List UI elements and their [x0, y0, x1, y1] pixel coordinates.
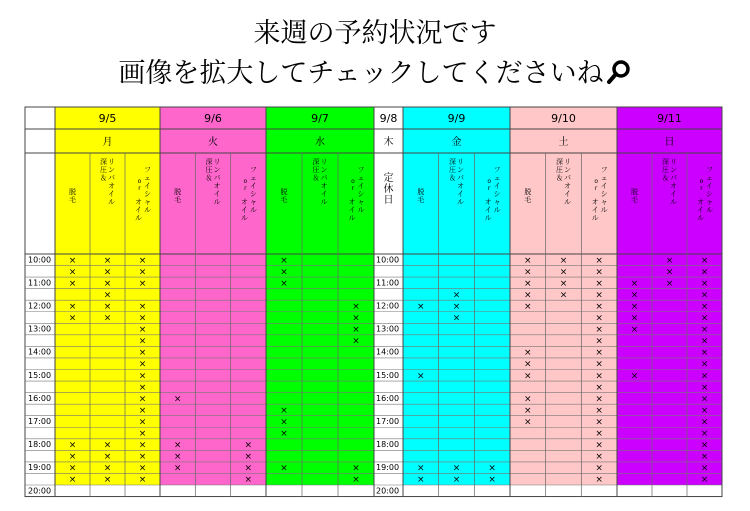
booked-mark: ×	[595, 267, 603, 278]
booked-mark: ×	[595, 463, 603, 474]
booked-mark: ×	[417, 371, 425, 382]
booked-mark: ×	[700, 359, 709, 370]
booked-mark: ×	[524, 255, 532, 266]
booked-mark: ×	[700, 348, 709, 359]
time-label: 11:00	[376, 278, 400, 288]
time-label: 16:00	[376, 393, 400, 403]
booked-mark: ×	[352, 463, 360, 474]
booked-mark: ×	[417, 475, 425, 486]
booked-mark: ×	[244, 440, 253, 451]
time-label: 14:00	[28, 347, 52, 357]
booked-mark: ×	[173, 440, 182, 451]
menu-label-or: o r	[699, 178, 704, 192]
booked-mark: ×	[524, 371, 532, 382]
booked-mark: ×	[559, 255, 568, 266]
booked-mark: ×	[103, 290, 112, 301]
booked-mark: ×	[173, 394, 182, 405]
menu-label-lymph-oil: リンパオイル	[213, 158, 221, 206]
booked-mark: ×	[595, 255, 603, 266]
booked-mark: ×	[103, 440, 112, 451]
booked-mark: ×	[244, 452, 253, 463]
booked-mark: ×	[595, 359, 603, 370]
booked-mark: ×	[138, 463, 147, 474]
booked-mark: ×	[68, 267, 77, 278]
weekday-label: 日	[664, 137, 675, 148]
page-title-line1: 来週の予約状況です	[253, 18, 497, 49]
booked-mark: ×	[700, 452, 709, 463]
date-label: 9/7	[311, 112, 329, 125]
page-title-line2-text: 画像を拡大してチェックしてくださいね	[118, 58, 604, 89]
booked-mark: ×	[488, 463, 496, 474]
booked-mark: ×	[595, 313, 603, 324]
booked-mark: ×	[352, 301, 360, 312]
booked-mark: ×	[595, 371, 603, 382]
time-label: 18:00	[28, 440, 52, 450]
menu-label-lymph-oil: リンパオイル	[320, 158, 328, 206]
booked-mark: ×	[488, 475, 496, 486]
date-label: 9/9	[447, 112, 466, 125]
menu-label-deep-pressure: 深圧＆	[662, 158, 669, 182]
booked-mark: ×	[700, 336, 709, 347]
menu-label-facial: フェイシャル	[493, 166, 501, 214]
menu-label-hair-removal: 脱毛	[174, 188, 182, 204]
booked-mark: ×	[138, 405, 147, 416]
menu-label-hair-removal: 脱毛	[631, 188, 638, 204]
weekday-label: 水	[315, 137, 325, 148]
time-label: 13:00	[28, 324, 52, 334]
booked-mark: ×	[700, 405, 709, 416]
menu-label-lymph-oil: リンパオイル	[670, 158, 677, 206]
booked-mark: ×	[630, 325, 639, 336]
time-label: 15:00	[376, 370, 400, 380]
booked-mark: ×	[595, 394, 603, 405]
booked-mark: ×	[700, 371, 709, 382]
booked-mark: ×	[138, 313, 147, 324]
booked-mark: ×	[700, 278, 709, 289]
time-label: 16:00	[28, 393, 52, 403]
booked-mark: ×	[665, 278, 674, 289]
time-label: 13:00	[376, 324, 400, 334]
booked-mark: ×	[595, 440, 603, 451]
booked-mark: ×	[280, 417, 288, 428]
time-label: 12:00	[376, 301, 400, 311]
time-label: 12:00	[28, 301, 52, 311]
booked-mark: ×	[103, 278, 112, 289]
booked-mark: ×	[103, 313, 112, 324]
time-label: 18:00	[376, 440, 400, 450]
booked-mark: ×	[595, 301, 603, 312]
booked-mark: ×	[630, 290, 639, 301]
time-label: 10:00	[28, 255, 52, 265]
weekday-label: 土	[558, 137, 569, 148]
menu-label-oil: オイル	[697, 198, 704, 222]
menu-label-deep-pressure: 深圧＆	[449, 158, 456, 182]
menu-label-deep-pressure: 深圧＆	[100, 158, 107, 182]
booked-mark: ×	[559, 290, 568, 301]
booked-mark: ×	[138, 325, 147, 336]
menu-label-lymph-oil: リンパオイル	[564, 158, 571, 206]
booked-mark: ×	[417, 463, 425, 474]
booked-mark: ×	[138, 301, 147, 312]
booked-mark: ×	[352, 336, 360, 347]
booked-mark: ×	[138, 440, 147, 451]
menu-label-hair-removal: 脱毛	[280, 188, 288, 204]
booked-mark: ×	[280, 463, 288, 474]
booked-mark: ×	[700, 313, 709, 324]
menu-label-facial: フェイシャル	[706, 166, 713, 214]
booked-mark: ×	[68, 255, 77, 266]
menu-label-or: o r	[487, 178, 492, 192]
booked-mark: ×	[138, 336, 147, 347]
booked-mark: ×	[559, 267, 568, 278]
booked-mark: ×	[700, 267, 709, 278]
booked-mark: ×	[559, 278, 568, 289]
booked-mark: ×	[595, 417, 603, 428]
booked-mark: ×	[103, 452, 112, 463]
booked-mark: ×	[595, 429, 603, 440]
time-label: 15:00	[28, 370, 52, 380]
weekday-label: 火	[208, 137, 218, 148]
booked-mark: ×	[138, 267, 147, 278]
booked-mark: ×	[103, 475, 112, 486]
booked-mark: ×	[595, 382, 603, 393]
booked-mark: ×	[173, 452, 182, 463]
booked-mark: ×	[700, 255, 709, 266]
booked-mark: ×	[700, 475, 709, 486]
booked-mark: ×	[138, 371, 147, 382]
booked-mark: ×	[630, 371, 639, 382]
booked-mark: ×	[700, 394, 709, 405]
booked-mark: ×	[280, 255, 288, 266]
weekday-label: 月	[102, 137, 113, 148]
booked-mark: ×	[352, 313, 360, 324]
booked-mark: ×	[630, 278, 639, 289]
booked-mark: ×	[524, 278, 532, 289]
booked-mark: ×	[138, 452, 147, 463]
booked-mark: ×	[138, 348, 147, 359]
weekday-label: 金	[451, 137, 462, 148]
booked-mark: ×	[665, 267, 674, 278]
booked-mark: ×	[524, 267, 532, 278]
booked-mark: ×	[68, 313, 77, 324]
booked-mark: ×	[280, 267, 288, 278]
booked-mark: ×	[595, 290, 603, 301]
booked-mark: ×	[138, 278, 147, 289]
booked-mark: ×	[452, 463, 461, 474]
booked-mark: ×	[103, 267, 112, 278]
menu-label-facial: フェイシャル	[600, 166, 608, 214]
menu-label-oil: オイル	[484, 198, 492, 222]
booked-mark: ×	[700, 301, 709, 312]
booked-mark: ×	[280, 429, 288, 440]
menu-label-hair-removal: 脱毛	[524, 188, 532, 204]
booked-mark: ×	[138, 429, 147, 440]
booked-mark: ×	[630, 301, 639, 312]
date-label: 9/8	[379, 112, 398, 125]
booked-mark: ×	[352, 475, 360, 486]
booked-mark: ×	[68, 475, 77, 486]
booked-mark: ×	[138, 359, 147, 370]
booked-mark: ×	[138, 475, 147, 486]
booked-mark: ×	[595, 325, 603, 336]
booked-mark: ×	[665, 255, 674, 266]
menu-label-oil: オイル	[591, 198, 599, 222]
booked-mark: ×	[103, 301, 112, 312]
booked-mark: ×	[138, 417, 147, 428]
menu-label-lymph-oil: リンパオイル	[108, 158, 115, 206]
booked-mark: ×	[630, 313, 639, 324]
menu-label-or: o r	[594, 178, 599, 192]
booked-mark: ×	[417, 301, 425, 312]
weekday-label: 木	[383, 137, 394, 148]
booked-mark: ×	[280, 405, 288, 416]
booked-mark: ×	[452, 301, 461, 312]
menu-label-facial: フェイシャル	[357, 166, 365, 214]
menu-label-oil: オイル	[240, 198, 248, 222]
booked-mark: ×	[524, 348, 532, 359]
booked-mark: ×	[524, 394, 532, 405]
menu-label-or: o r	[243, 178, 248, 192]
time-label: 20:00	[376, 486, 400, 496]
booked-mark: ×	[700, 382, 709, 393]
booked-mark: ×	[700, 290, 709, 301]
booked-mark: ×	[524, 359, 532, 370]
booked-mark: ×	[595, 278, 603, 289]
time-label: 10:00	[376, 255, 400, 265]
menu-label-hair-removal: 脱毛	[69, 188, 76, 204]
time-label: 11:00	[28, 278, 52, 288]
booked-mark: ×	[595, 452, 603, 463]
booked-mark: ×	[352, 325, 360, 336]
booked-mark: ×	[700, 429, 709, 440]
booked-mark: ×	[68, 452, 77, 463]
time-label: 20:00	[28, 486, 52, 496]
booked-mark: ×	[595, 348, 603, 359]
menu-label-or: o r	[351, 178, 355, 192]
menu-label-deep-pressure: 深圧＆	[556, 158, 563, 182]
date-label: 9/10	[551, 112, 576, 125]
time-label: 14:00	[376, 347, 400, 357]
booked-mark: ×	[103, 255, 112, 266]
booked-mark: ×	[700, 417, 709, 428]
booked-mark: ×	[524, 405, 532, 416]
time-label: 17:00	[28, 416, 52, 426]
booked-mark: ×	[68, 301, 77, 312]
menu-label-oil: オイル	[348, 198, 356, 222]
booked-mark: ×	[700, 463, 709, 474]
booked-mark: ×	[138, 255, 147, 266]
time-label: 19:00	[28, 463, 52, 473]
menu-label-deep-pressure: 深圧＆	[312, 158, 320, 182]
booked-mark: ×	[68, 278, 77, 289]
booked-mark: ×	[524, 417, 532, 428]
booked-mark: ×	[524, 301, 532, 312]
menu-label-oil: オイル	[135, 198, 142, 222]
booked-mark: ×	[524, 290, 532, 301]
booked-mark: ×	[244, 463, 253, 474]
menu-label-lymph-oil: リンパオイル	[457, 158, 464, 206]
booked-mark: ×	[138, 382, 147, 393]
booked-mark: ×	[138, 394, 147, 405]
booked-mark: ×	[452, 313, 461, 324]
date-label: 9/5	[98, 112, 117, 125]
booked-mark: ×	[595, 336, 603, 347]
booked-mark: ×	[280, 278, 288, 289]
booked-mark: ×	[244, 475, 253, 486]
menu-label-facial: フェイシャル	[144, 166, 151, 214]
menu-label-or: o r	[137, 178, 142, 192]
booked-mark: ×	[68, 440, 77, 451]
booked-mark: ×	[103, 463, 112, 474]
closed-label: 定休日	[383, 173, 394, 206]
booked-mark: ×	[700, 325, 709, 336]
booked-mark: ×	[452, 290, 461, 301]
time-label: 19:00	[376, 463, 400, 473]
booked-mark: ×	[595, 475, 603, 486]
date-label: 9/6	[204, 112, 222, 125]
menu-label-hair-removal: 脱毛	[417, 188, 425, 204]
booked-mark: ×	[68, 463, 77, 474]
menu-label-deep-pressure: 深圧＆	[205, 158, 213, 182]
time-label: 17:00	[376, 416, 400, 426]
date-label: 9/11	[657, 112, 682, 125]
booked-mark: ×	[452, 475, 461, 486]
booked-mark: ×	[700, 440, 709, 451]
menu-label-facial: フェイシャル	[249, 166, 257, 214]
booked-mark: ×	[595, 405, 603, 416]
booked-mark: ×	[173, 463, 182, 474]
